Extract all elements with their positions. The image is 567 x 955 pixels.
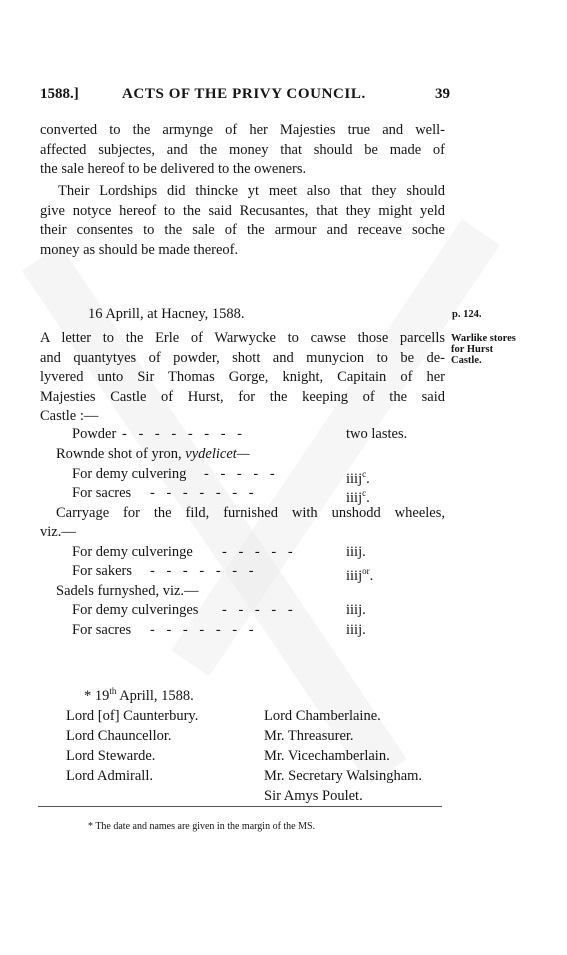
- entry-heading-16-april: 16 Aprill, at Hacney, 1588.: [88, 306, 245, 322]
- store-value-powder: two lastes.: [346, 426, 408, 442]
- attendee: Mr. Vicechamberlain.: [264, 748, 390, 764]
- text-line: their consentes to the sale of the armour and receave soche: [40, 222, 445, 238]
- header-year: 1588.]: [40, 86, 79, 102]
- store-label-shot-culvering: For demy culvering: [72, 466, 187, 482]
- store-label-powder: Powder: [72, 426, 117, 442]
- text-line: affected subjectes, and the money that should be made of: [40, 141, 445, 158]
- shot-heading: Rownde shot of yron, vydelicet—: [56, 446, 250, 462]
- attendee: Mr. Threasurer.: [264, 728, 354, 744]
- header-title: ACTS OF THE PRIVY COUNCIL.: [122, 86, 366, 102]
- leader-dots: - - - - -: [204, 466, 279, 482]
- attendee: Lord Chauncellor.: [66, 728, 172, 744]
- text-line: converted to the armynge of her Majesties true and well-: [40, 122, 445, 138]
- leader-dots: - - - - - - -: [150, 563, 258, 579]
- leader-dots: - - - - - - -: [150, 622, 258, 638]
- store-label-saddle-sacres: For sacres: [72, 622, 132, 638]
- leader-dots: - - - - -: [222, 544, 297, 560]
- store-label-carriage-sakers: For sakers: [72, 563, 133, 579]
- saddles-heading: Sadels furnyshed, viz.—: [56, 583, 199, 599]
- carriage-heading-cont: viz.—: [40, 524, 76, 540]
- margin-note-line: Castle.: [451, 355, 482, 366]
- text-line: Their Lordships did thincke yt meet also that they should: [58, 183, 445, 199]
- text-line: and quantytyes of powder, shott and munycion to be de-: [40, 349, 445, 366]
- leader-dots: - - - - - - -: [150, 485, 258, 501]
- text-line: A letter to the Erle of Warwycke to cawse those parcells: [40, 330, 445, 346]
- attendee: Sir Amys Poulet.: [264, 788, 363, 804]
- letter-paragraph: [40, 329, 445, 427]
- store-value-shot-culvering: iiij$^c$.: [346, 469, 370, 487]
- paragraph-continuation: [40, 121, 445, 180]
- store-value-saddle-culveringes: iiij.: [346, 602, 366, 618]
- attendee: Lord [of] Caunterbury.: [66, 708, 199, 724]
- attendee: Lord Chamberlaine.: [264, 708, 381, 724]
- page-number: 39: [435, 86, 450, 102]
- margin-note-line: for Hurst: [451, 344, 494, 355]
- text-line: lyvered unto Sir Thomas Gorge, knight, Capitain of her: [40, 369, 445, 385]
- store-label-shot-sacres: For sacres: [72, 485, 132, 501]
- text-line: Majesties Castle of Hurst, for the keeping of the said: [40, 388, 445, 405]
- text-line: money as should be made thereof.: [40, 241, 239, 258]
- attendee: Lord Admirall.: [66, 768, 153, 784]
- leader-dots: - - - - -: [222, 602, 297, 618]
- leader-dots: - - - - - - - -: [122, 426, 247, 442]
- store-value-carriage-sakers: iiij$^{or}$.: [346, 566, 374, 584]
- text-line: the sale hereof to be delivered to the oweners.: [40, 161, 307, 177]
- attendees-right-column: [264, 706, 422, 806]
- page-reference: p. 124.: [452, 309, 482, 320]
- entry-heading-19-april: * 19th Aprill, 1588.: [84, 686, 194, 704]
- text-line: Castle :—: [40, 408, 99, 424]
- store-value-saddle-sacres: iiij.: [346, 622, 366, 638]
- margin-note: [451, 333, 516, 366]
- store-value-shot-sacres: iiij$^c$.: [346, 488, 370, 506]
- store-label-saddle-culveringes: For demy culveringes: [72, 602, 199, 618]
- attendee: Lord Stewarde.: [66, 748, 156, 764]
- store-value-carriage-culveringe: iiij.: [346, 544, 366, 560]
- carriage-heading: Carryage for the fild, furnished with unshodd wheeles,: [56, 505, 445, 521]
- running-header: [40, 86, 450, 108]
- margin-note-line: Warlike stores: [451, 333, 516, 344]
- text-line: give notyce hereof to the said Recusantes, that they might yeld: [40, 202, 445, 219]
- paragraph-recusants: [40, 182, 445, 260]
- store-label-carriage-culveringe: For demy culveringe: [72, 544, 193, 560]
- attendee: Mr. Secretary Walsingham.: [264, 768, 423, 784]
- footnote: * The date and names are given in the margin of the MS.: [88, 821, 316, 832]
- footnote-rule: [38, 806, 442, 807]
- attendees-left-column: [66, 706, 198, 786]
